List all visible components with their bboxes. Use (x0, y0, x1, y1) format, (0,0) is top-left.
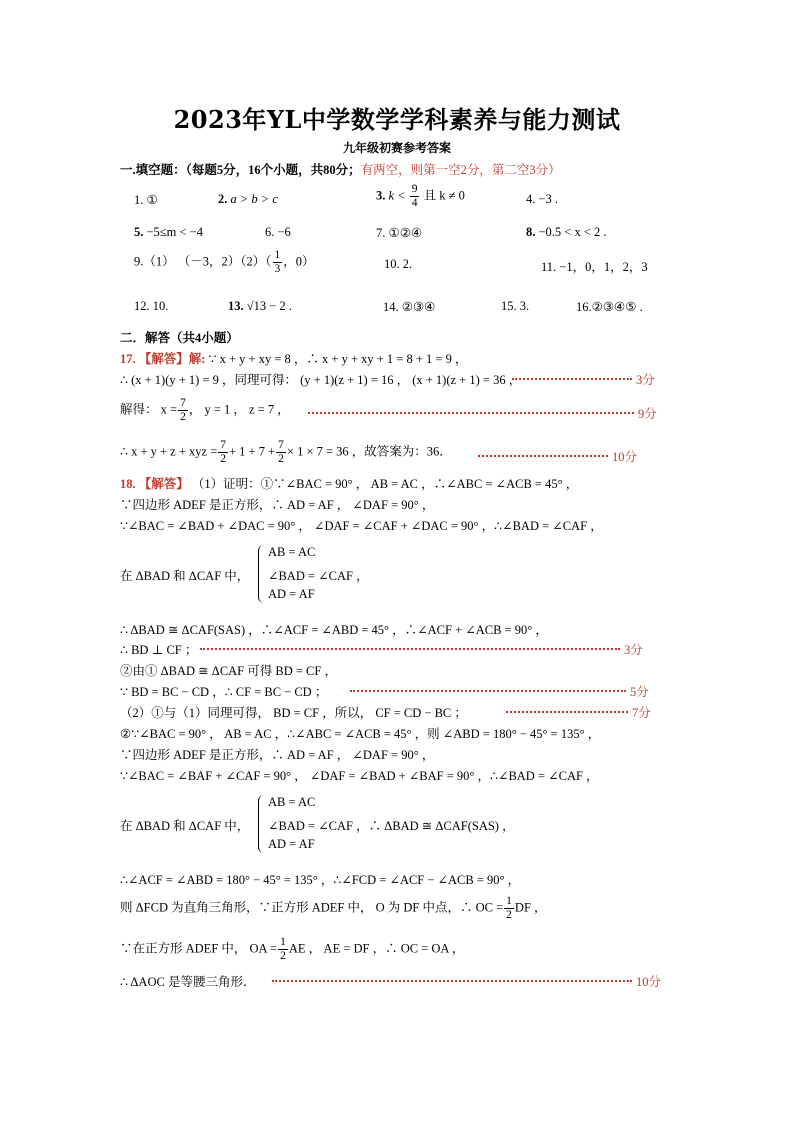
answer-14: 14. ②③④ (383, 300, 436, 314)
answer-16: 16.②③④⑤ . (576, 300, 643, 314)
q18-line2: ∵四边形 ADEF 是正方形，∴ AD = AF ， ∠DAF = 90° ， (120, 498, 435, 512)
q18-line4: 在 ΔBAD 和 ΔCAF 中， (120, 569, 250, 583)
q18-score-3: 7分 (632, 706, 651, 720)
q18-label: 18. 【解答】 (120, 477, 189, 491)
q18-system1-row: ∠BAD = ∠CAF ， (268, 569, 369, 583)
q18-line14: ∴∠ACF = ∠ABD = 180° − 45° = 135° ，∴∠FCD = ∠ACF − ∠ACB = 90° ， (120, 873, 521, 887)
q17-line2: ∴ (x + 1)(y + 1) = 9 ，同理可得： (y + 1)(z + 1) = 16 ， (x + 1)(z + 1) = 36 ， (120, 373, 522, 387)
q18-line17: ∴ ΔAOC 是等腰三角形． (120, 975, 256, 989)
q18-line16: ∵在正方形 ADEF 中， OA = $\frac{1}{2}$ AE ， AE = DF ，∴ OC = OA ， (120, 936, 465, 962)
answer-11: 11. −1，0，1，2，3 (541, 260, 648, 274)
q18-line9: （2）①与（1）同理可得， BD = CF ，所以， CF = CD − BC ； (120, 706, 467, 720)
q17-fraction-b: $\frac{7}{2}$ (278, 439, 284, 465)
answer-5: 5. −5≤m < −4 (134, 225, 203, 239)
score-leader (200, 648, 620, 650)
q17-score-1: 3分 (636, 373, 655, 387)
q18-line12: ∵∠BAC = ∠BAF + ∠CAF = 90° ， ∠DAF = ∠BAD + ∠BAF = 90° ，∴∠BAD = ∠CAF ， (120, 769, 599, 783)
score-leader (272, 980, 632, 982)
q18-line3: ∵∠BAC = ∠BAD + ∠DAC = 90° ， ∠DAF = ∠CAF + ∠DAC = 90° ，∴∠BAD = ∠CAF ， (120, 519, 603, 533)
answer-1: 1. ① (134, 193, 158, 207)
q17-line4: ∴ x + y + z + xyz = $\frac{7}{2}$ + 1 + 7 + $\frac{7}{2}$ × 1 × 7 = 36 ，故答案为：36． (120, 439, 452, 465)
q18-line7: ②由① ΔBAD ≅ ΔCAF 可得 BD = CF ， (120, 664, 337, 678)
q17-line1: 17. 【解答】解: ∵ x + y + xy = 8 ，∴ x + y + xy + 1 = 8 + 1 = 9 ， (120, 352, 468, 366)
answer-12: 12. 10. (134, 299, 169, 313)
q18-line15: 则 ΔFCD 为直角三角形，∵正方形 ADEF 中， O 为 DF 中点，∴ OC = $\frac{1}{2}$ DF ， (120, 895, 547, 921)
system-brace (258, 795, 265, 853)
answer-10: 10. 2. (384, 257, 413, 271)
answer-13: 13. √13 − 2 . (228, 299, 292, 313)
section1-heading (120, 160, 561, 178)
answer-2: 2. a > b > c (218, 192, 278, 206)
answer-9: 9.（1） （－3，2）（2）（ $\frac{1}{3}$ ，0） (134, 249, 315, 275)
q18-line8: ∵ BD = BC − CD ，∴ CF = BC − CD ； (120, 685, 328, 699)
q18-line6: ∴ BD ⊥ CF ； (120, 643, 198, 657)
q18-score-4: 10分 (636, 975, 662, 989)
q17-label: 17. 【解答】解: (120, 352, 206, 366)
q17-line3: 解得： x = $\frac{7}{2}$ ， y = 1 ， z = 7 ， (120, 397, 290, 423)
q18-system2-row: AD = AF (268, 837, 315, 851)
answer-3-fraction: $\frac{9}{4}$ (411, 183, 418, 209)
q18-system2-row: ∠BAD = ∠CAF ，∴ ΔBAD ≅ ΔCAF(SAS) ， (268, 819, 515, 833)
q18-line5: ∴ ΔBAD ≅ ΔCAF(SAS) ，∴∠ACF = ∠ABD = 45° ，∴∠ACF + ∠ACB = 90° ， (120, 623, 548, 637)
q18-score-1: 3分 (624, 643, 643, 657)
page-title: 2023年YL中学数学学科素养与能力测试 (173, 105, 621, 134)
answer-8: 8. −0.5 < x < 2 . (526, 225, 607, 239)
score-leader (512, 378, 632, 380)
answer-9-fraction: $\frac{1}{3}$ (274, 249, 281, 275)
section2-heading: 二．解答（共4小题） (120, 331, 239, 345)
q18-system2-row: AB = AC (268, 795, 316, 809)
section1-heading-text: 一.填空题：（每题5分，16个小题，共80分； (120, 163, 361, 177)
q17-fraction-x: $\frac{7}{2}$ (180, 397, 186, 423)
score-leader (506, 711, 628, 713)
q18-fraction-oc: $\frac{1}{2}$ (506, 895, 512, 921)
q18-line10: ②∵∠BAC = 90° ， AB = AC ，∴∠ABC = ∠ACB = 45° ，则 ∠ABD = 180° − 45° = 135° ， (120, 727, 601, 741)
q18-system1-row: AB = AC (268, 545, 316, 559)
answer-15: 15. 3. (501, 299, 530, 313)
q17-score-3: 10分 (612, 450, 638, 464)
answer-7: 7. ①②④ (376, 226, 423, 240)
section1-heading-note: 有两空，则第一空2分，第二空3分） (360, 163, 561, 177)
q18-system1-row: AD = AF (268, 587, 315, 601)
q18-line13: 在 ΔBAD 和 ΔCAF 中， (120, 819, 250, 833)
answer-4: 4. −3 . (526, 192, 559, 206)
score-leader (478, 455, 608, 457)
score-leader (350, 690, 626, 692)
answer-6: 6. −6 (265, 225, 291, 239)
q18-fraction-oa: $\frac{1}{2}$ (280, 936, 286, 962)
q17-score-2: 9分 (638, 407, 657, 421)
page-subtitle: 九年级初赛参考答案 (342, 141, 451, 155)
q18-line1: 18. 【解答】 （1）证明：①∵∠BAC = 90° ， AB = AC ，∴∠ABC = ∠ACB = 45° ， (120, 477, 579, 491)
answer-3: 3. k < $\frac{9}{4}$ 且 k ≠ 0 (376, 183, 465, 209)
q18-line11: ∵四边形 ADEF 是正方形，∴ AD = AF ， ∠DAF = 90° ， (120, 748, 435, 762)
system-brace (258, 545, 265, 603)
score-leader (308, 412, 634, 414)
q17-fraction-a: $\frac{7}{2}$ (220, 439, 226, 465)
q18-score-2: 5分 (630, 685, 649, 699)
